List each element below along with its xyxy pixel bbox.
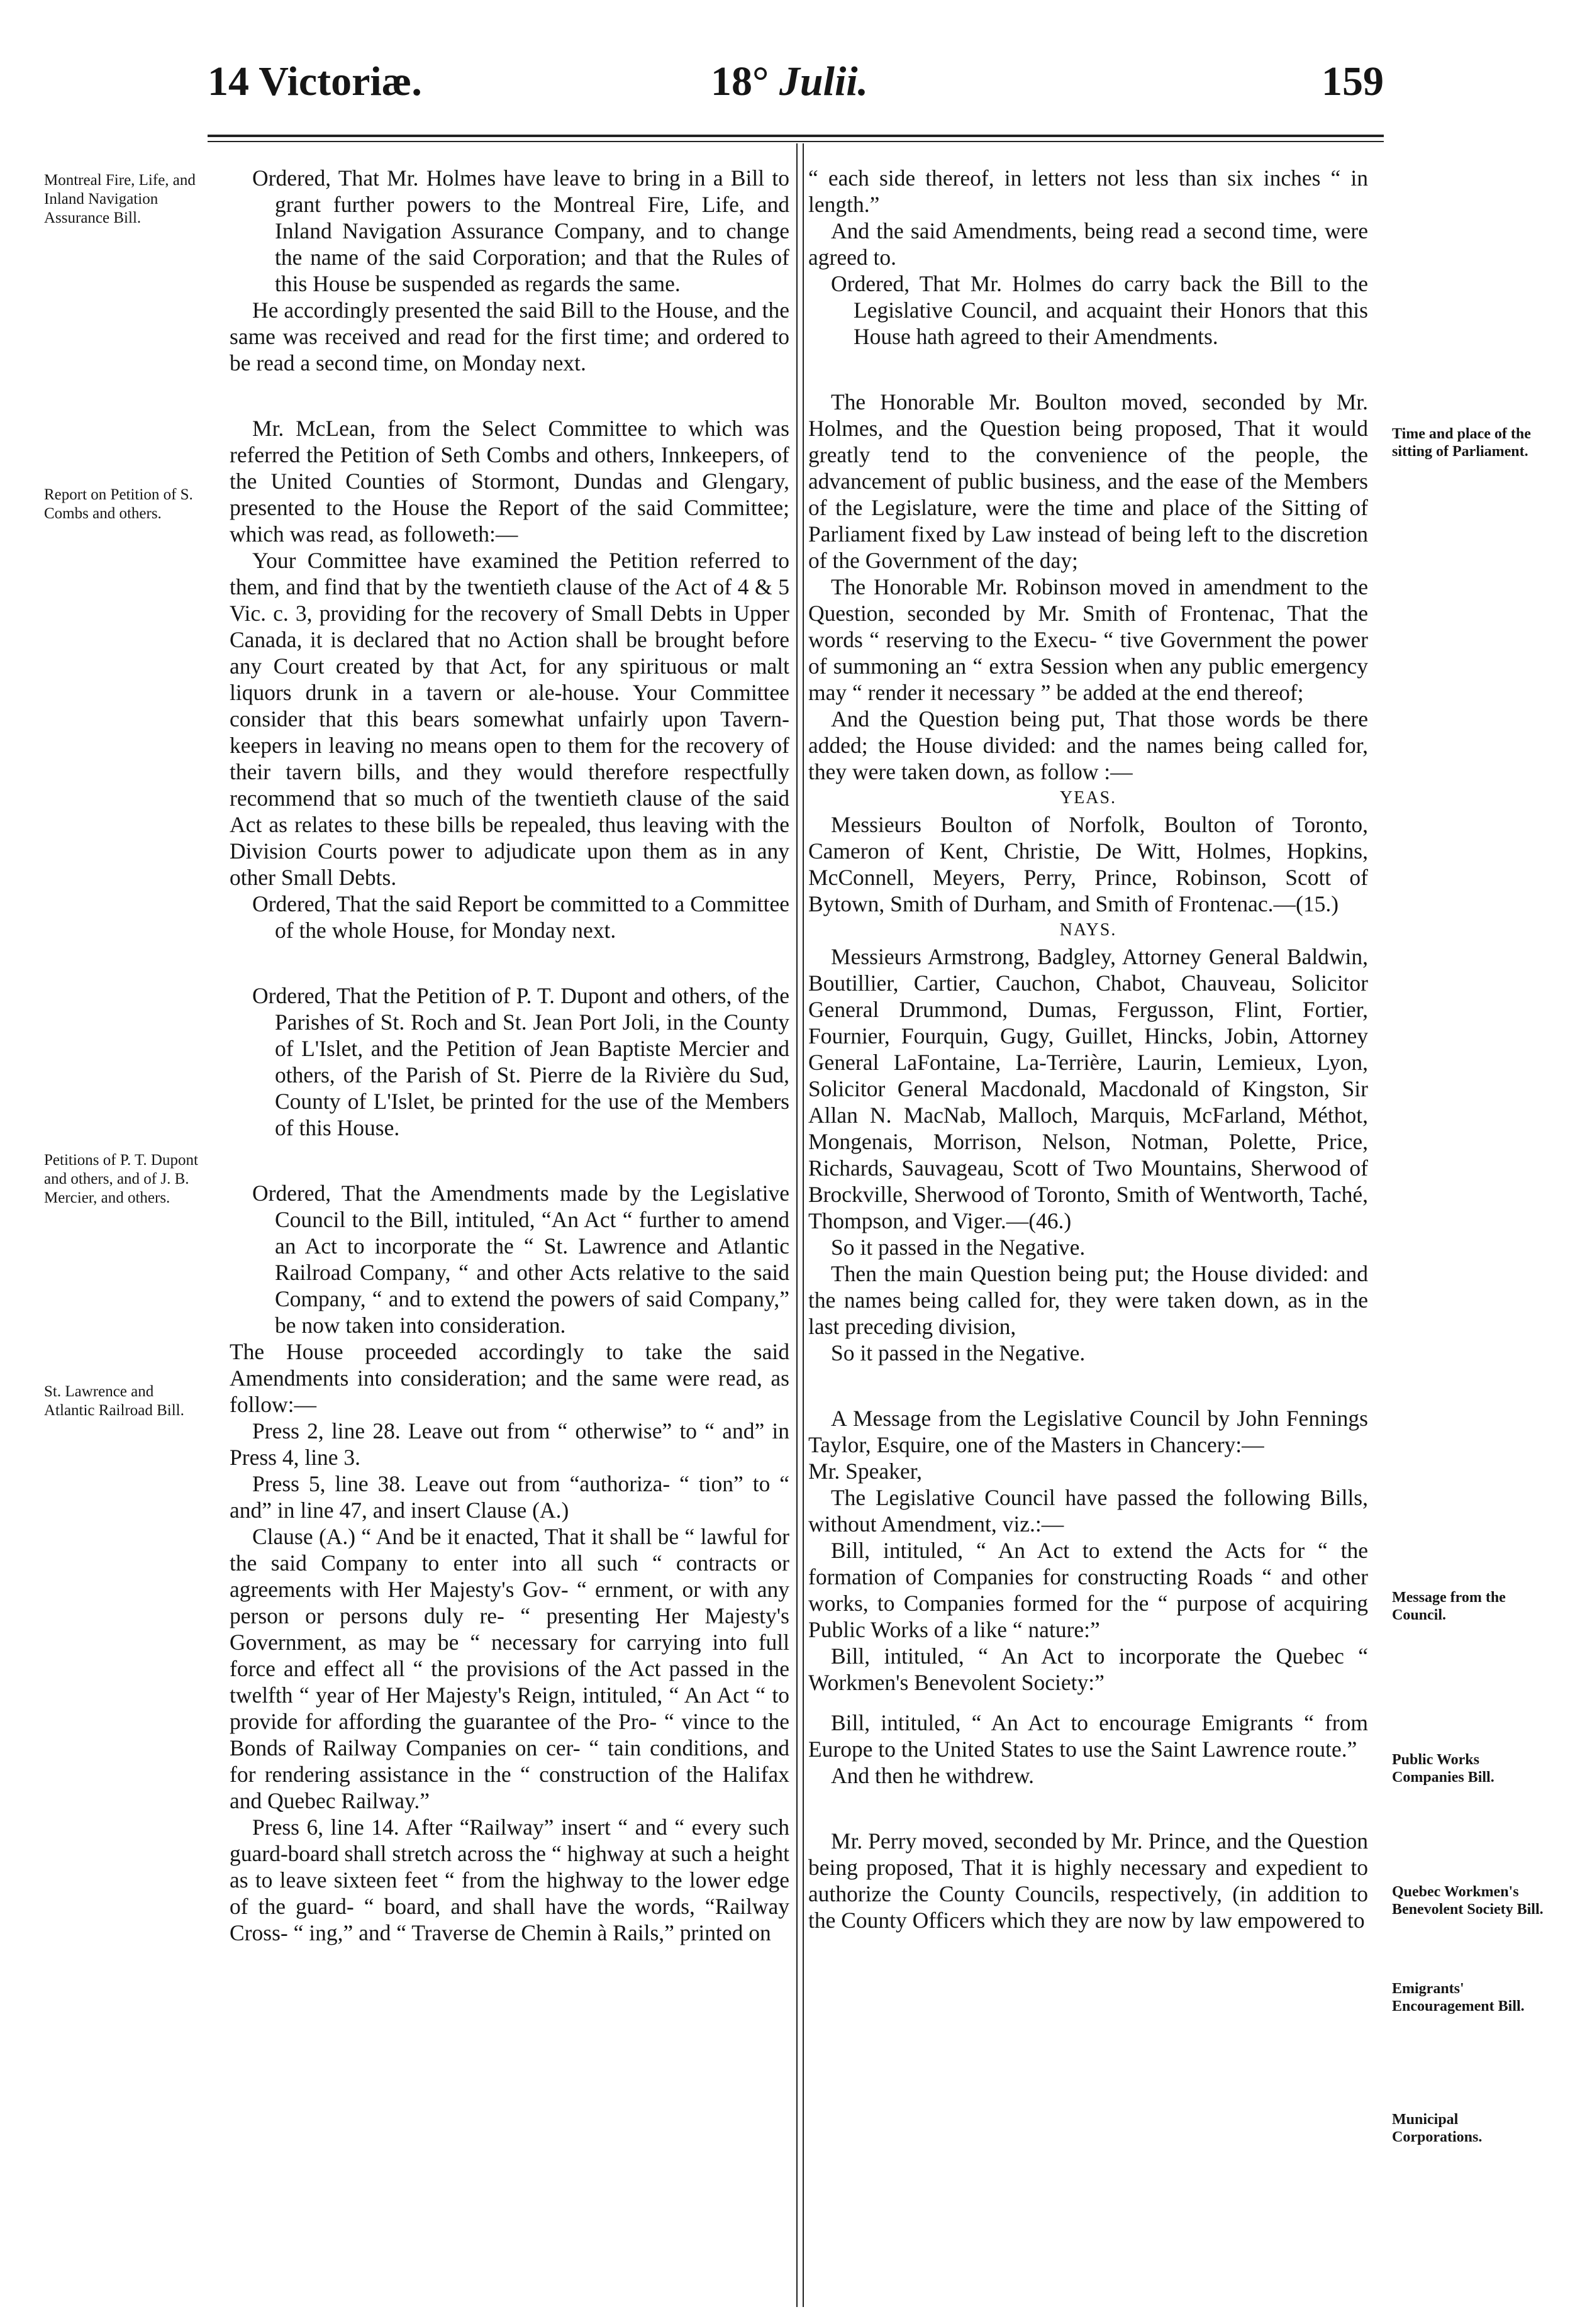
paragraph: Ordered, That the said Report be committed to a Committee of the whole House, for Monday next. — [252, 891, 789, 943]
paragraph: Bill, intituled, “ An Act to incorporate the Quebec “ Workmen's Benevolent Society:” — [808, 1643, 1368, 1695]
header-regnal-year: 14 Victoriæ. — [208, 58, 422, 104]
header-rule-thick — [208, 135, 1384, 137]
paragraph: “ each side thereof, in letters not less than six inches “ in length.” — [808, 165, 1368, 217]
header-day: 18° — [711, 58, 769, 104]
paragraph: Messieurs Boulton of Norfolk, Boulton of Toronto, Cameron of Kent, Christie, De Witt, Holmes, Hopkins, McConnell, Meyers, Perry, Prince, Robinson, Scott of Bytown, Smith of Durham, and Smith of Frontenac.—(15.) — [808, 812, 1368, 916]
margin-note-st-lawrence-railroad: St. Lawrence and Atlantic Railroad Bill. — [44, 1383, 184, 1419]
margin-note-quebec-workmen-bill: Quebec Workmen's Benevolent Society Bill. — [1392, 1884, 1544, 1918]
paragraph: Ordered, That the Amendments made by the Legislative Council to the Bill, intituled, “An Act “ further to amend an Act to incorporate the “ St. Lawrence and Atlantic Railroad Company, “ and other Acts relative to the said Company, “ and to extend the powers of said Company,” be now taken into consideration. — [252, 1181, 789, 1338]
paragraph: Your Committee have examined the Petition referred to them, and find that by the twentieth clause of the Act of 4 & 5 Vic. c. 3, providing for the recovery of Small Debts in Upper Canada, it is declared that no Action shall be brought before any Court created by that Act, for any spirituous or malt liquors drunk in a tavern or ale-house. Your Committee consider that this bears somewhat unfairly upon Tavern-keepers in leaving no means open to them for the recovery of their tavern bills, and they would therefore respectfully recommend that so much of the twentieth clause of the said Act as relates to these bills be repealed, thus leaving with the Division Courts power to adjudicate upon them as in any other Small Debts. — [230, 548, 789, 890]
paragraph: So it passed in the Negative. — [831, 1340, 1086, 1365]
left-column — [230, 165, 789, 1946]
paragraph: Ordered, That Mr. Holmes have leave to bring in a Bill to grant further powers to the Montreal Fire, Life, and Inland Navigation Assurance Company, and to change the name of the said Corporation; and that the Rules of this House be suspended as regards the same. — [252, 165, 789, 296]
yeas-heading: YEAS. — [1059, 788, 1117, 808]
column-divider-left — [796, 143, 798, 2307]
nays-heading: NAYS. — [1059, 920, 1117, 940]
paragraph: Ordered, That the Petition of P. T. Dupont and others, of the Parishes of St. Roch and St. Jean Port Joli, in the County of L'Islet, and the Petition of Jean Baptiste Mercier and others, of the Parish of St. Pierre de la Rivière du Sud, County of L'Islet, be printed for the use of the Members of this House. — [252, 983, 789, 1140]
paragraph: Mr. McLean, from the Select Committee to which was referred the Petition of Seth Combs and others, Innkeepers, of the United Counties of Stormont, Dundas and Glengary, presented to the House the Report of the said Committee; which was read, as followeth:— — [230, 416, 789, 547]
margin-note-council-message: Message from the Council. — [1392, 1589, 1506, 1623]
margin-note-montreal-fire-bill: Montreal Fire, Life, and Inland Navigation Assurance Bill. — [44, 172, 196, 226]
header-date — [711, 58, 868, 106]
paragraph: Mr. Speaker, — [808, 1459, 922, 1484]
page-header — [208, 58, 1384, 127]
column-divider-right — [803, 143, 804, 2307]
margin-note-public-works-bill: Public Works Companies Bill. — [1392, 1752, 1494, 1786]
paragraph: And the Question being put, That those words be there added; the House divided: and the names being called for, they were taken down, as follow :— — [808, 706, 1368, 784]
header-month: Julii. — [779, 58, 869, 104]
margin-note-combs-report: Report on Petition of S. Combs and others. — [44, 486, 193, 522]
margin-note-sitting-of-parliament: Time and place of the sitting of Parliament. — [1392, 426, 1531, 460]
right-column — [808, 165, 1368, 1933]
paragraph: The Honorable Mr. Robinson moved in amendment to the Question, seconded by Mr. Smith of Frontenac, That the words “ reserving to the Execu- “ tive Government the power of summoning an “ extra Session when any public emergency may “ render it necessary ” be added at the end thereof; — [808, 574, 1368, 705]
paragraph: The Legislative Council have passed the following Bills, without Amendment, viz.:— — [808, 1485, 1368, 1537]
paragraph: Ordered, That Mr. Holmes do carry back the Bill to the Legislative Council, and acquaint their Honors that this House hath agreed to their Amendments. — [831, 271, 1368, 349]
paragraph: The Honorable Mr. Boulton moved, seconded by Mr. Holmes, and the Question being proposed, That it would greatly tend to the convenience of the people, the advancement of public business, and the ease of the Members of the Legislature, were the time and place of the Sitting of Parliament fixed by Law instead of being left to the discretion of the Government of the day; — [808, 389, 1368, 573]
paragraph: Mr. Perry moved, seconded by Mr. Prince, and the Question being proposed, That it is highly necessary and expedient to authorize the County Councils, respectively, (in addition to the County Officers which they are now by law empowered to — [808, 1828, 1368, 1933]
paragraph: Press 5, line 38. Leave out from “authoriza- “ tion” to “ and” in line 47, and insert Clause (A.) — [230, 1471, 789, 1523]
paragraph: A Message from the Legislative Council by John Fennings Taylor, Esquire, one of the Masters in Chancery:— — [808, 1406, 1368, 1457]
paragraph: And then he withdrew. — [831, 1763, 1035, 1788]
paragraph: Bill, intituled, “ An Act to encourage Emigrants “ from Europe to the United States to use the Saint Lawrence route.” — [808, 1710, 1368, 1762]
margin-note-municipal-corporations: Municipal Corporations. — [1392, 2111, 1483, 2145]
paragraph: Clause (A.) “ And be it enacted, That it shall be “ lawful for the said Company to enter into all such “ contracts or agreements with Her Majesty's Gov- “ ernment, or with any person or persons duly re- “ presenting Her Majesty's Government, as may be “ necessary for carrying into full force and effect all “ the provisions of the Act passed in the twelfth “ year of Her Majesty's Reign, intituled, “ An Act “ to provide for affording the guarantee of the Pro- “ vince to the Bonds of Railway Companies on cer- “ tain conditions, and for rendering assistance in the “ construction of the Halifax and Quebec Railway.” — [230, 1524, 789, 1813]
paragraph: Messieurs Armstrong, Badgley, Attorney General Baldwin, Boutillier, Cartier, Cauchon, Chabot, Chauveau, Solicitor General Drummond, Dumas, Fergusson, Flint, Fortier, Fournier, Fourquin, Gugy, Guillet, Hincks, Jobin, Attorney General LaFontaine, La-Terrière, Laurin, Lemieux, Lyon, Solicitor General Macdonald, Macdonald of Kingston, Sir Allan N. MacNab, Malloch, Marquis, McFarland, Méthot, Mongenais, Morrison, Nelson, Notman, Polette, Price, Richards, Sauvageau, Scott of Two Mountains, Sherwood of Brockville, Sherwood of Toronto, Smith of Wentworth, Taché, Thompson, and Viger.—(46.) — [808, 944, 1368, 1233]
paragraph: Bill, intituled, “ An Act to extend the Acts for “ the formation of Companies for constructing Roads “ and other works, to Companies formed for the “ purpose of acquiring Public Works of a like “ nature:” — [808, 1538, 1368, 1642]
paragraph: Press 2, line 28. Leave out from “ otherwise” to “ and” in Press 4, line 3. — [230, 1418, 789, 1470]
page-number: 159 — [1322, 58, 1384, 104]
paragraph: He accordingly presented the said Bill to the House, and the same was received and read for the first time; and ordered to be read a second time, on Monday next. — [230, 297, 789, 375]
margin-note-emigrants-bill: Emigrants' Encouragement Bill. — [1392, 1981, 1525, 2015]
paragraph: So it passed in the Negative. — [831, 1235, 1086, 1260]
paragraph: Then the main Question being put; the House divided: and the names being called for, they were taken down, as in the last preceding division, — [808, 1261, 1368, 1339]
margin-note-dupont-petitions: Petitions of P. T. Dupont and others, and of J. B. Mercier, and others. — [44, 1152, 198, 1206]
header-rule-thin — [208, 141, 1384, 142]
paragraph: And the said Amendments, being read a second time, were agreed to. — [808, 218, 1368, 270]
paragraph: The House proceeded accordingly to take the said Amendments into consideration; and the same were read, as follow:— — [230, 1339, 789, 1417]
paragraph: Press 6, line 14. After “Railway” insert “ and “ every such guard-board shall stretch across the “ highway at such a height as to leave sixteen feet “ from the highway to the lower edge of the guard- “ board, and shall have the words, “Railway Cross- “ ing,” and “ Traverse de Chemin à Rails,” printed on — [230, 1815, 789, 1945]
